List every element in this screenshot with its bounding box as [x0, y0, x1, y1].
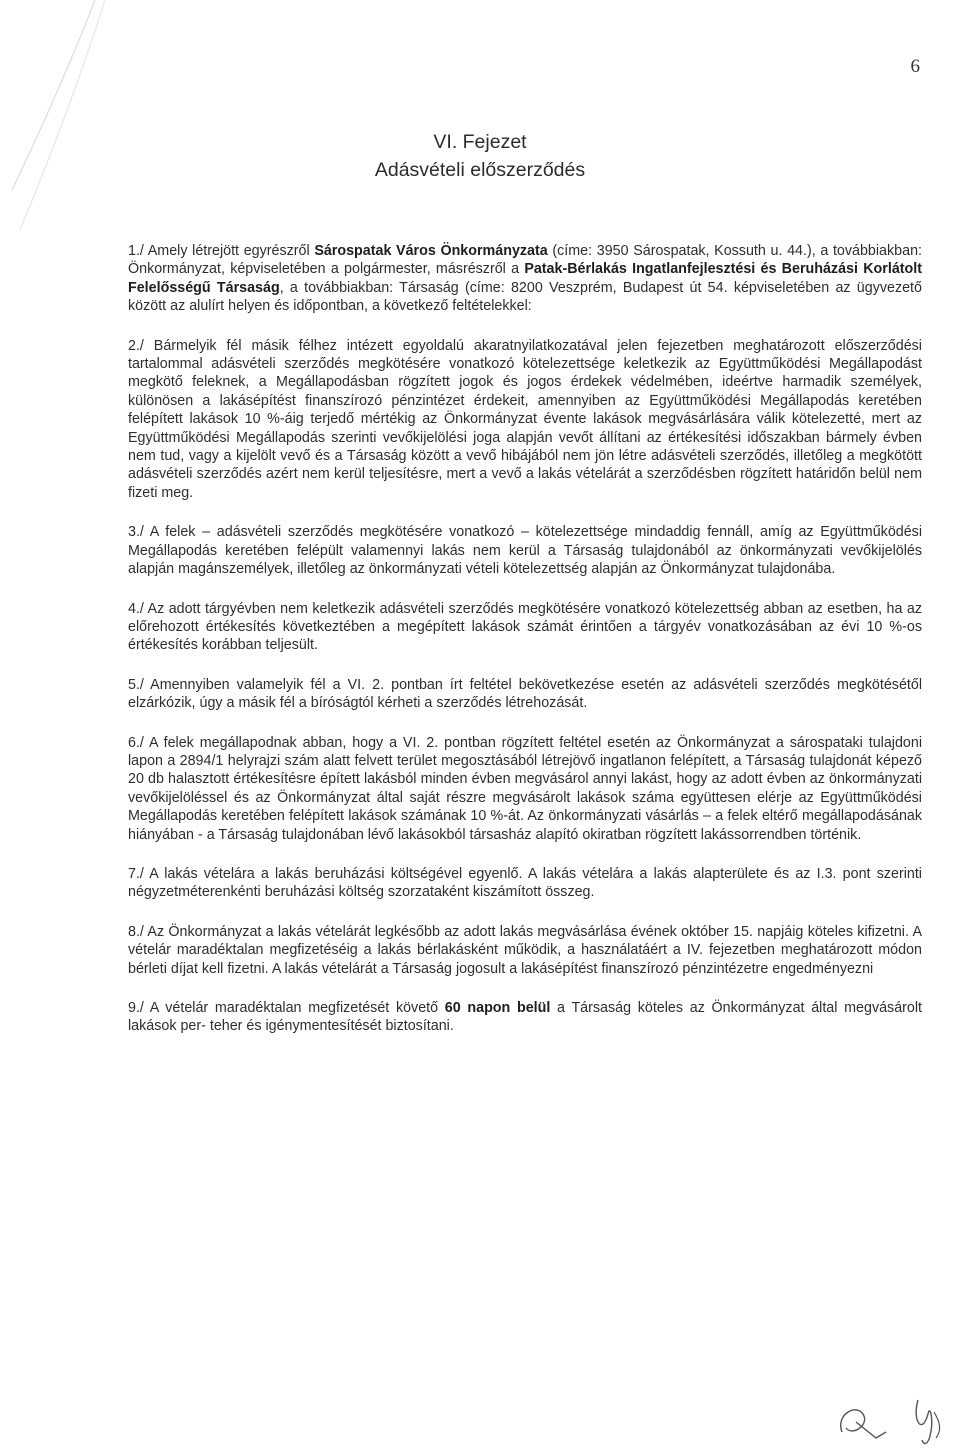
text-run: 2./ Bármelyik fél másik félhez intézett egyoldalú akaratnyilatkozatával jelen fejezetben meghatározott előszerződési tartalommal adásvételi szerződés megkötésére vonatkozó kötelezettsége keletkezik az Együttműködési Megállapodást megkötő feleknek, a Megállapodásban rögzített jogok és jogos érdekek védelmében, ideértve harmadik személyek, különösen a lakásépítést finanszírozó pénzintézet érdekeit, amennyiben az Együttműködési Megállapodás keretében felépített lakások 10 %-áig terjedő mértékig az Önkormányzat évente lakások megvásárlására válik kötelezetté, mert az Együttműködési Megállapodás szerinti vevőkijelölési joga alapján vevőt állítani az értékesítési időszakban bármely évben nem tud, vagy a kijelölt vevő és a Társaság között a vevő hibájából nem jön létre adásvételi szerződés, illetőleg a megkötött adásvételi szerződés azért nem kerül teljesítésre, mert a vevő a lakás vételárát a szerződésben rögzített határidőn belül nem fizeti meg. — [128, 337, 922, 501]
paragraph-3 — [128, 523, 922, 578]
text-run: 1./ Amely létrejött egyrészről — [128, 243, 315, 259]
bold-text: Patak-Bérlakás Ingatlanfejlesztési és Beruházási Korlátolt Felelősségű Társaság — [128, 261, 922, 296]
paragraph-5 — [128, 676, 922, 713]
paragraph-8 — [128, 923, 922, 978]
page-number: 6 — [910, 56, 920, 77]
text-run: a Társaság köteles az Önkormányzat által megvásárolt lakások per- teher és igénymentesítését biztosítani. — [128, 1000, 923, 1035]
text-run: 5./ Amennyiben valamelyik fél a VI. 2. pontban írt feltétel bekövetkezése esetén az adásvételi szerződés megkötésétől elzárkózik, úgy a másik fél a bíróságtól kérheti a szerződés létrehozását. — [128, 676, 922, 712]
text-run: 3./ A felek – adásvételi szerződés megkötésére vonatkozó – kötelezettsége mindaddig fennáll, amíg az Együttműködési Megállapodás keretében felépült valamennyi lakás nem kerül a Társaság tulajdonából az önkormányzati vevőkijelölés alapján magánszemélyek, illetőleg az önkormányzati vételi kötelezettség alapján az Önkormányzat tulajdonába. — [128, 524, 922, 578]
text-run: 9./ A vételár maradéktalan megfizetését követő — [128, 1000, 445, 1016]
paragraph-9 — [128, 999, 922, 1036]
bold-text: 60 napon belül — [444, 1000, 551, 1016]
contract-body — [128, 242, 922, 1057]
text-run: 7./ A lakás vételára a lakás beruházási költségével egyenlő. A lakás vételára a lakás alapterülete és az I.3. pont szerinti négyzetméterenkénti beruházási költség szorzataként kiszámított összeg. — [128, 865, 922, 901]
paragraph-6 — [128, 734, 922, 844]
text-run: 4./ Az adott tárgyévben nem keletkezik adásvételi szerződés megkötésére vonatkozó kötelezettség abban az esetben, ha az előrehozott értékesítés következtében a megépített lakások számát érintően a tárgyév vonatkozásában az évi 10 %-os értékesítés korábban teljesült. — [128, 600, 922, 654]
text-run: 8./ Az Önkormányzat a lakás vételárát legkésőbb az adott lakás megvásárlása évének október 15. napjáig köteles kifizetni. A vételár maradéktalan megfizetéséig a lakás bérlakásként működik, a használatáért a IV. fejezetben meghatározott módon bérleti díjat kell fizetni. A lakás vételárát a Társaság jogosult a lakásépítést finanszírozó pénzintézetre engedményezni — [128, 923, 922, 977]
paragraph-7 — [128, 865, 922, 902]
chapter-heading — [0, 128, 960, 184]
bold-text: Sárospatak Város Önkormányzata — [314, 243, 548, 259]
text-run: 6./ A felek megállapodnak abban, hogy a VI. 2. pontban rögzített feltétel esetén az Önkormányzat a sárospataki tulajdoni lapon a 2894/1 helyrajzi szám alatt felvett terület megosztásából létrejövő ingatlanon felépített, a Társaság tulajdonát képező 20 db halasztott értékesítésre épített lakásból minden évben megvásárol annyi lakást, hogy az adott évben az önkormányzati vevőkijelöléssel és az Önkormányzat által saját részre megvásárolt lakások száma együttesen elérje az Együttműködési Megállapodás keretében felépített lakások számának 10 %-át. Az önkormányzati vásárlás – a felek eltérő megállapodásának hiányában - a Társaság tulajdonában lévő lakásokból társasház alapító okiratban rögzített lakássorrendben történik. — [128, 734, 922, 843]
text-run: (címe: 3950 Sárospatak, Kossuth u. 44.), a továbbiakban: Önkormányzat, képviseletében a polgármester, másrészről a — [128, 243, 922, 278]
paragraph-4 — [128, 600, 922, 655]
handwritten-signatures — [830, 1392, 950, 1448]
paragraph-2 — [128, 337, 922, 503]
paragraph-1 — [128, 242, 922, 316]
chapter-label: VI. Fejezet — [433, 131, 527, 153]
text-run: , a továbbiakban: Társaság (címe: 8200 Veszprém, Budapest út 54. képviseletében az ügyvezető között az alulírt helyen és időpontban, a következő feltételekkel: — [128, 279, 922, 315]
chapter-title: Adásvételi előszerződés — [374, 159, 586, 181]
